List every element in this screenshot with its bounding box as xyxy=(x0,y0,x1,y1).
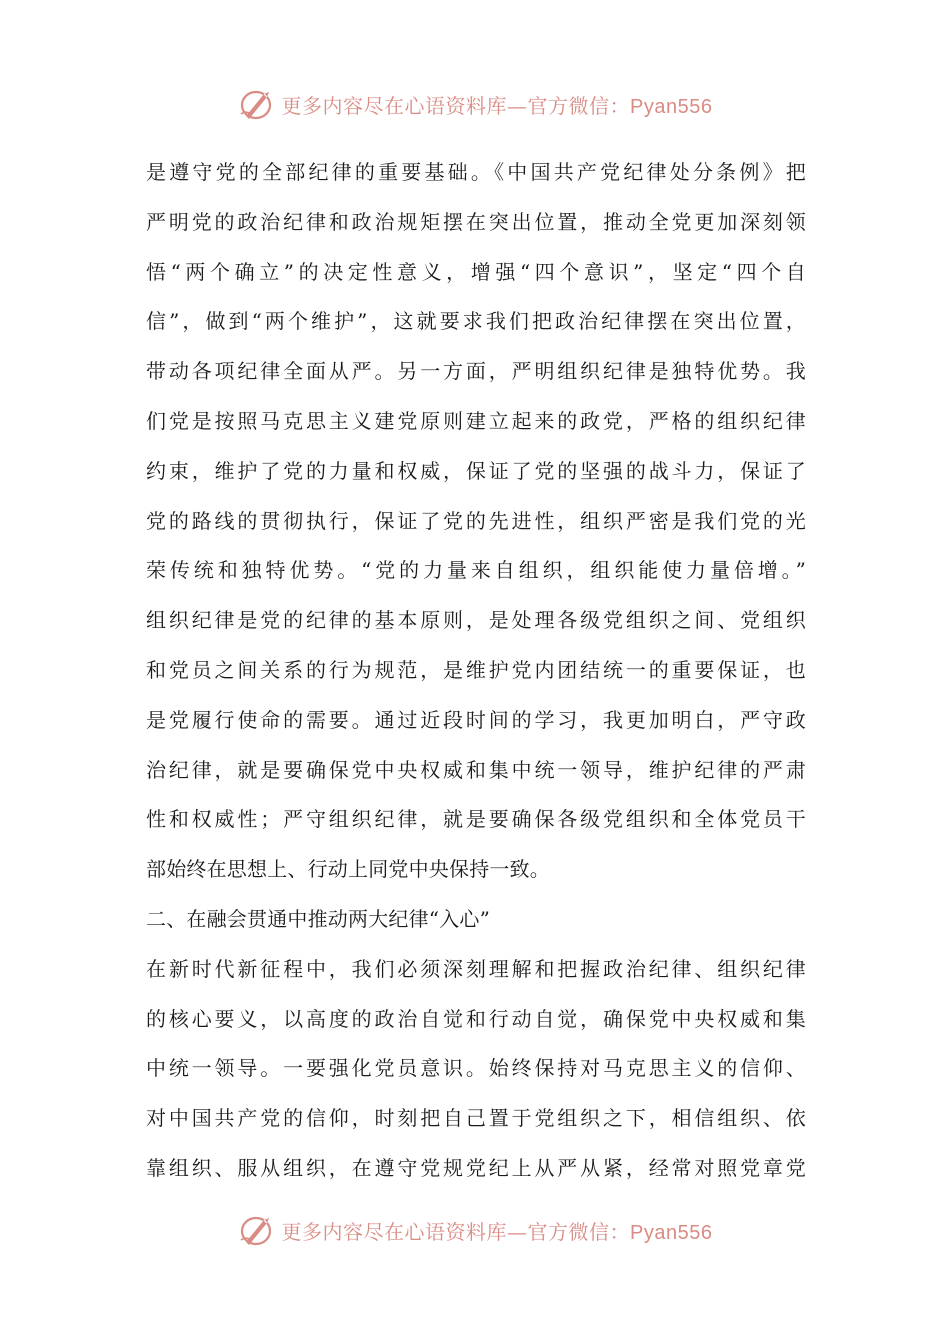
body-line: 治纪律，就是要确保党中央权威和集中统一领导，维护纪律的严肃 xyxy=(146,757,806,782)
footer-watermark-banner xyxy=(0,1210,950,1250)
body-line: 的核心要义，以高度的政治自觉和行动自觉，确保党中央权威和集 xyxy=(146,1006,806,1031)
pen-logo-icon xyxy=(238,1212,276,1248)
header-watermark-banner xyxy=(0,84,950,124)
body-line: 组织纪律是党的纪律的基本原则，是处理各级党组织之间、党组织 xyxy=(146,608,806,633)
footer-watermark-cn: 更多内容尽在心语资料库—官方微信： xyxy=(281,1219,631,1244)
body-line: 在新时代新征程中，我们必须深刻理解和把握政治纪律、组织纪律 xyxy=(146,956,806,981)
footer-watermark-wechat-id: Pyan556 xyxy=(630,1221,713,1244)
body-line: 是遵守党的全部纪律的重要基础。《中国共产党纪律处分条例》把 xyxy=(146,160,806,184)
body-line: 荣传统和独特优势。“党的力量来自组织，组织能使力量倍增。” xyxy=(146,558,806,583)
body-line: 和党员之间关系的行为规范，是维护党内团结统一的重要保证，也 xyxy=(146,657,806,682)
header-watermark-cn: 更多内容尽在心语资料库—官方微信： xyxy=(281,93,631,118)
body-line: 部始终在思想上、行动上同党中央保持一致。 xyxy=(146,857,550,882)
body-line: 对中国共产党的信仰，时刻把自己置于党组织之下，相信组织、依 xyxy=(146,1106,806,1131)
footer-watermark-text xyxy=(282,1216,713,1245)
body-line: 中统一领导。一要强化党员意识。始终保持对马克思主义的信仰、 xyxy=(146,1056,806,1081)
header-watermark-wechat-id: Pyan556 xyxy=(630,95,713,118)
body-line: 悟“两个确立”的决定性意义，增强“四个意识”，坚定“四个自 xyxy=(146,259,806,284)
body-line: 性和权威性；严守组织纪律，就是要确保各级党组织和全体党员干 xyxy=(146,807,806,832)
section-heading: 二、在融会贯通中推动两大纪律“入心” xyxy=(146,906,491,931)
body-line: 是党履行使命的需要。通过近段时间的学习，我更加明白，严守政 xyxy=(146,707,806,732)
body-line: 严明党的政治纪律和政治规矩摆在突出位置，推动全党更加深刻领 xyxy=(146,209,806,234)
body-line: 约束，维护了党的力量和权威，保证了党的坚强的战斗力，保证了 xyxy=(146,458,806,483)
body-line: 们党是按照马克思主义建党原则建立起来的政党，严格的组织纪律 xyxy=(146,408,806,433)
body-line: 信”，做到“两个维护”，这就要求我们把政治纪律摆在突出位置， xyxy=(146,309,806,334)
pen-logo-icon xyxy=(238,86,276,122)
body-line: 党的路线的贯彻执行，保证了党的先进性，组织严密是我们党的光 xyxy=(146,508,806,533)
body-line: 靠组织、服从组织，在遵守党规党纪上从严从紧，经常对照党章党 xyxy=(146,1155,806,1180)
document-body xyxy=(146,148,806,1194)
body-line: 带动各项纪律全面从严。另一方面，严明组织纪律是独特优势。我 xyxy=(146,359,806,384)
header-watermark-text xyxy=(282,90,713,119)
